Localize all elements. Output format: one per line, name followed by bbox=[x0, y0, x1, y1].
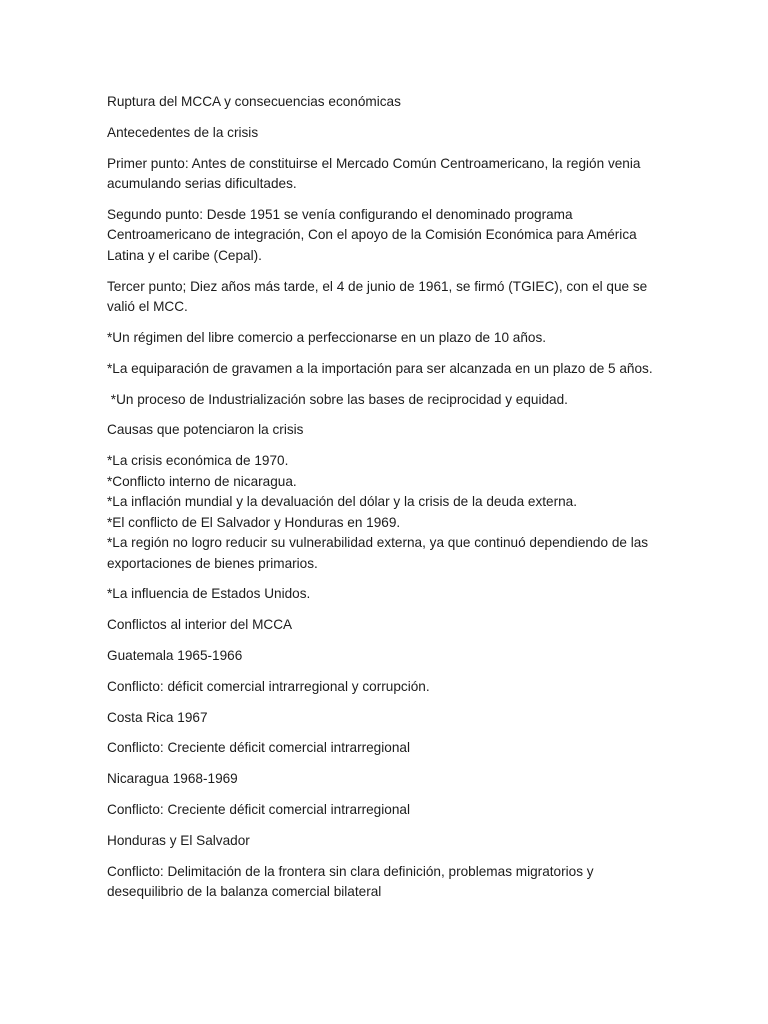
paragraph-segundo-punto: Segundo punto: Desde 1951 se venía configurando el denominado programa Centroamericano de integración, Con el apoyo de la Comisión Económica para América Latina y el caribe (Cepal). bbox=[107, 206, 641, 263]
heading-antecedentes: Antecedentes de la crisis bbox=[107, 124, 259, 140]
paragraph-influencia: *La influencia de Estados Unidos. bbox=[107, 586, 311, 602]
causas-list bbox=[107, 451, 667, 574]
paragraph-primer-punto: Primer punto: Antes de constituirse el Mercado Común Centroamericano, la región venia acumulando serias dificultades. bbox=[107, 155, 645, 192]
causa-item: *El conflicto de El Salvador y Honduras en 1969. bbox=[107, 514, 401, 530]
causa-item: *Conflicto interno de nicaragua. bbox=[107, 473, 297, 489]
causa-item: *La inflación mundial y la devaluación del dólar y la crisis de la deuda externa. bbox=[107, 494, 578, 510]
document-page bbox=[107, 92, 667, 913]
conflict-nicaragua: Conflicto: Creciente déficit comercial intrarregional bbox=[107, 802, 410, 818]
conflict-honduras-salvador: Conflicto: Delimitación de la frontera sin clara definición, problemas migratorios y desequilibrio de la balanza comercial bilateral bbox=[107, 863, 598, 900]
causa-item: *La crisis económica de 1970. bbox=[107, 453, 289, 469]
conflict-costa-rica: Conflicto: Creciente déficit comercial intrarregional bbox=[107, 740, 410, 756]
heading-conflictos: Conflictos al interior del MCCA bbox=[107, 617, 293, 633]
bullet-gravamen: *La equiparación de gravamen a la importación para ser alcanzada en un plazo de 5 años. bbox=[107, 360, 653, 376]
country-costa-rica: Costa Rica 1967 bbox=[107, 709, 208, 725]
causa-item: *La región no logro reducir su vulnerabilidad externa, ya que continuó dependiendo de las exportaciones de bienes primarios. bbox=[107, 535, 649, 571]
country-nicaragua: Nicaragua 1968-1969 bbox=[107, 771, 238, 787]
bullet-industrializacion: *Un proceso de Industrialización sobre las bases de reciprocidad y equidad. bbox=[107, 391, 568, 407]
country-honduras-salvador: Honduras y El Salvador bbox=[107, 832, 250, 848]
country-guatemala: Guatemala 1965-1966 bbox=[107, 648, 243, 664]
document-title: Ruptura del MCCA y consecuencias económicas bbox=[107, 94, 401, 109]
conflict-guatemala: Conflicto: déficit comercial intrarregional y corrupción. bbox=[107, 678, 430, 694]
paragraph-tercer-punto: Tercer punto; Diez años más tarde, el 4 de junio de 1961, se firmó (TGIEC), con el que se valió el MCC. bbox=[107, 278, 652, 315]
bullet-libre-comercio: *Un régimen del libre comercio a perfeccionarse en un plazo de 10 años. bbox=[107, 329, 547, 345]
heading-causas: Causas que potenciaron la crisis bbox=[107, 422, 304, 438]
